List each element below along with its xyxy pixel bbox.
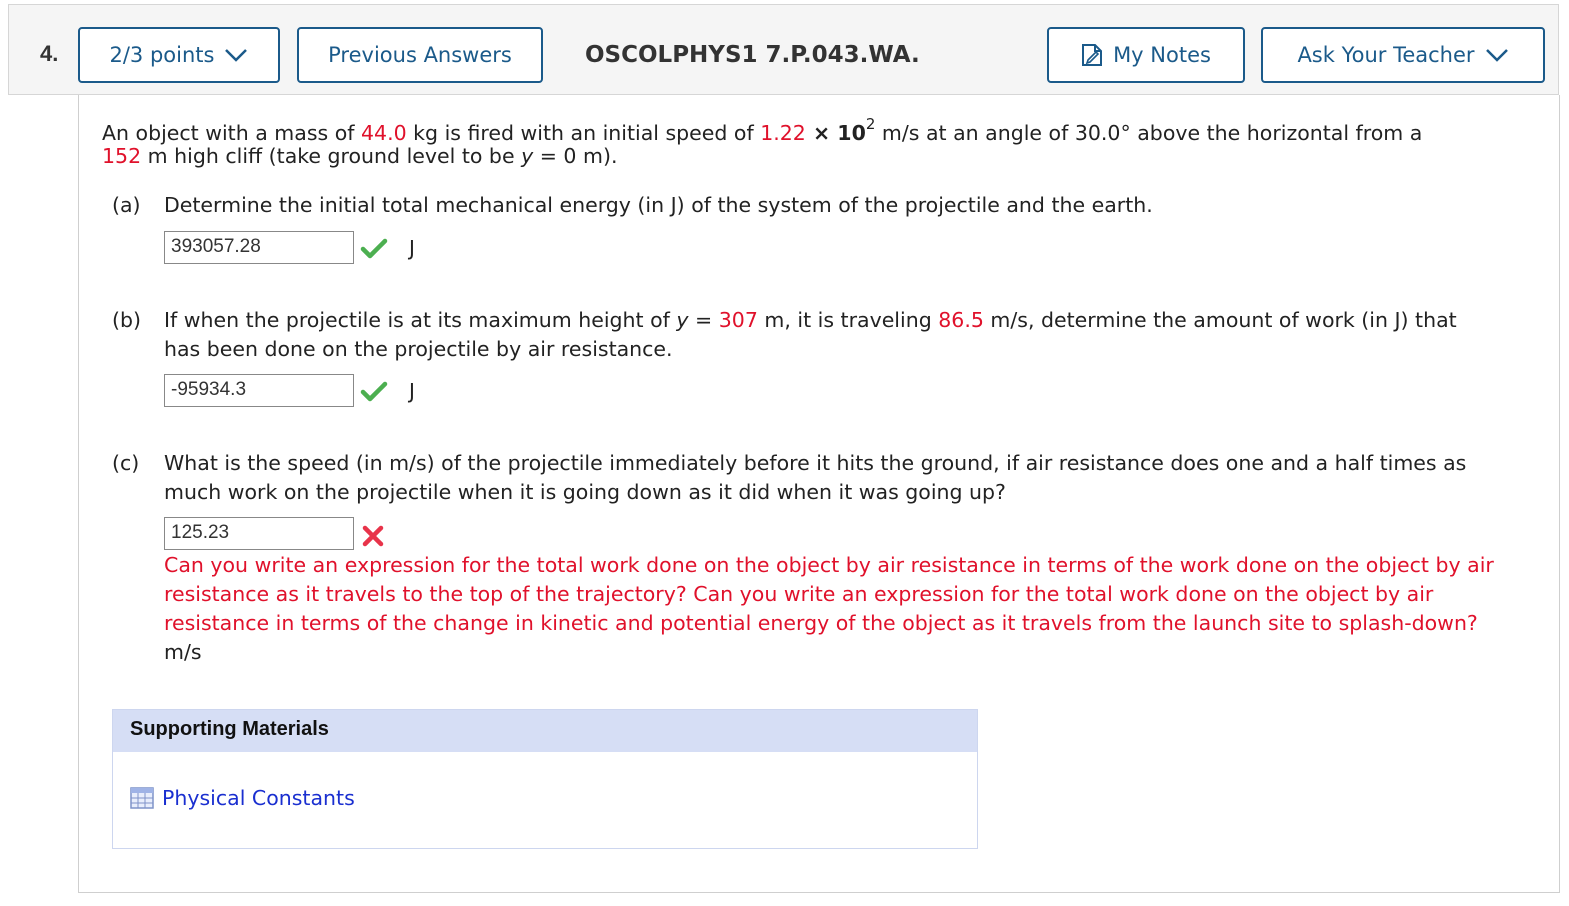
part-c-hint-line2: resistance as it travels to the top of the trajectory? Can you write an expression for the total work done on the object by air xyxy=(164,582,1434,606)
problem-text: kg is fired with an initial speed of xyxy=(406,120,761,145)
problem-text: m high cliff (take ground level to be xyxy=(141,144,522,168)
speed-at-top-value: 86.5 xyxy=(938,308,984,332)
max-height-value: 307 xyxy=(718,308,758,332)
part-b-question-line2: has been done on the projectile by air resistance. xyxy=(164,337,673,361)
part-b-label: (b) xyxy=(112,308,142,332)
y-variable: y xyxy=(521,144,534,168)
question-header xyxy=(8,4,1559,95)
exponent: 2 xyxy=(865,115,876,133)
part-c-question-line1: What is the speed (in m/s) of the projectile immediately before it hits the ground, if air resistance does one and a half times as xyxy=(164,451,1467,475)
part-c-hint-line1: Can you write an expression for the total work done on the object by air resistance in terms of the work done on the object by air xyxy=(164,553,1494,577)
table-icon xyxy=(130,787,154,809)
problem-text: = 0 m). xyxy=(533,144,618,168)
part-a-label: (a) xyxy=(112,193,141,217)
points-dropdown-button[interactable] xyxy=(78,27,280,83)
question-text: = xyxy=(688,308,719,332)
part-a-unit: J xyxy=(409,236,415,260)
part-b-answer-field[interactable]: -95934.3 xyxy=(164,374,354,407)
points-label: 2/3 points xyxy=(109,43,215,67)
problem-statement-line2 xyxy=(102,142,617,171)
ask-teacher-button[interactable] xyxy=(1261,27,1545,83)
chevron-down-icon xyxy=(1485,48,1509,62)
my-notes-label: My Notes xyxy=(1113,43,1211,67)
y-variable: y xyxy=(676,308,689,332)
part-c-unit: m/s xyxy=(164,640,202,664)
part-a-answer-field[interactable]: 393057.28 xyxy=(164,231,354,264)
chevron-down-icon xyxy=(224,48,248,62)
question-number: 4. xyxy=(40,41,59,66)
physical-constants-label: Physical Constants xyxy=(162,786,355,810)
part-c-question-line2: much work on the projectile when it is going down as it did when it was going up? xyxy=(164,480,1006,504)
correct-check-icon xyxy=(360,380,388,404)
ask-teacher-label: Ask Your Teacher xyxy=(1297,43,1475,67)
mass-value: 44.0 xyxy=(361,120,407,145)
correct-check-icon xyxy=(360,237,388,261)
part-a-question: Determine the initial total mechanical energy (in J) of the system of the projectile and the earth. xyxy=(164,193,1153,217)
times-sign: × 10 xyxy=(805,120,866,145)
physical-constants-link[interactable] xyxy=(130,786,355,810)
notes-icon xyxy=(1081,43,1103,67)
part-b-unit: J xyxy=(409,379,415,403)
problem-text: An object with a mass of xyxy=(102,120,361,145)
question-id: OSCOLPHYS1 7.P.043.WA. xyxy=(585,42,920,68)
supporting-materials-panel xyxy=(112,709,978,849)
speed-value: 1.22 xyxy=(760,120,806,145)
cliff-height-value: 152 xyxy=(102,144,142,168)
part-c-answer-field[interactable]: 125.23 xyxy=(164,517,354,550)
question-text: m/s, determine the amount of work (in J) that xyxy=(983,308,1457,332)
supporting-materials-title: Supporting Materials xyxy=(113,710,977,752)
problem-text: m/s at an angle of 30.0° above the horizontal from a xyxy=(875,120,1423,145)
my-notes-button[interactable] xyxy=(1047,27,1245,83)
previous-answers-label: Previous Answers xyxy=(328,43,512,67)
previous-answers-button[interactable] xyxy=(297,27,543,83)
part-c-label: (c) xyxy=(112,451,140,475)
part-c-hint-line3: resistance in terms of the change in kinetic and potential energy of the object as it travels from the launch site to splash-down? xyxy=(164,611,1478,635)
incorrect-x-icon xyxy=(361,524,385,548)
question-text: If when the projectile is at its maximum height of xyxy=(164,308,677,332)
question-text: m, it is traveling xyxy=(757,308,939,332)
part-b-question-line1 xyxy=(164,306,1457,335)
